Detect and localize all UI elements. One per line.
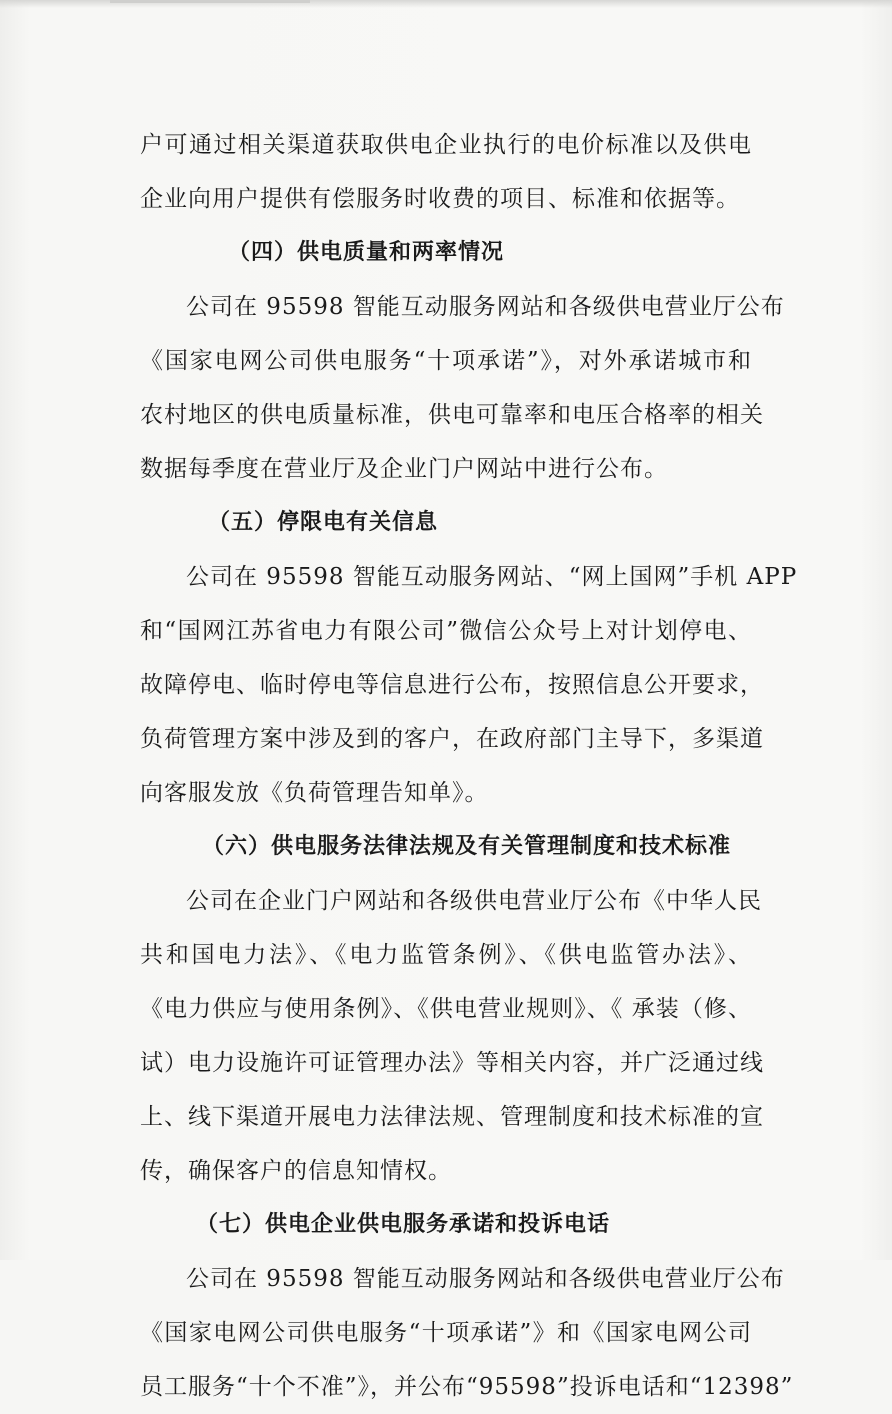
body-line: 向客服发放《负荷管理告知单》。: [140, 780, 489, 806]
section-heading-6: （六）供电服务法律法规及有关管理制度和技术标准: [202, 834, 732, 859]
body-line: 户可通过相关渠道获取供电企业执行的电价标准以及供电: [140, 132, 752, 158]
body-line: 《国家电网公司供电服务“十项承诺”》，对外承诺城市和: [140, 348, 752, 374]
document-body: [140, 118, 798, 1414]
body-line: 试）电力设施许可证管理办法》等相关内容，并广泛通过线: [140, 1050, 764, 1076]
body-line: 农村地区的供电质量标准，供电可靠率和电压合格率的相关: [140, 402, 764, 428]
body-line: 《电力供应与使用条例》、《供电营业规则》、《 承装（修、: [140, 996, 752, 1022]
body-line: 企业向用户提供有偿服务时收费的项目、标准和依据等。: [140, 186, 740, 212]
body-line: 公司在 95598 智能互动服务网站和各级供电营业厅公布: [186, 294, 785, 320]
body-line: 《国家电网公司供电服务“十项承诺”》和《国家电网公司: [140, 1320, 752, 1346]
body-line: 共和国电力法》、《电力监管条例》、《供电监管办法》、: [140, 942, 752, 968]
body-line: 传，确保客户的信息知情权。: [140, 1158, 452, 1184]
body-line: 负荷管理方案中涉及到的客户，在政府部门主导下，多渠道: [140, 726, 764, 752]
body-line: 数据每季度在营业厅及企业门户网站中进行公布。: [140, 456, 668, 482]
body-line: 员工服务“十个不准”》，并公布“95598”投诉电话和“12398”: [140, 1374, 794, 1400]
body-line: 上、线下渠道开展电力法律法规、管理制度和技术标准的宣: [140, 1104, 764, 1130]
body-line: 和“国网江苏省电力有限公司”微信公众号上对计划停电、: [140, 618, 752, 644]
section-heading-4: （四）供电质量和两率情况: [228, 240, 505, 265]
scan-edge-mark: [110, 0, 310, 3]
section-heading-5: （五）停限电有关信息: [208, 510, 439, 535]
body-line: 公司在 95598 智能互动服务网站、“网上国网”手机 APP: [186, 564, 798, 590]
section-heading-7: （七）供电企业供电服务承诺和投诉电话: [196, 1212, 611, 1237]
body-line: 故障停电、临时停电等信息进行公布，按照信息公开要求，: [140, 672, 764, 698]
body-line: 公司在企业门户网站和各级供电营业厅公布《中华人民: [186, 888, 762, 914]
body-line: 公司在 95598 智能互动服务网站和各级供电营业厅公布: [186, 1266, 785, 1292]
